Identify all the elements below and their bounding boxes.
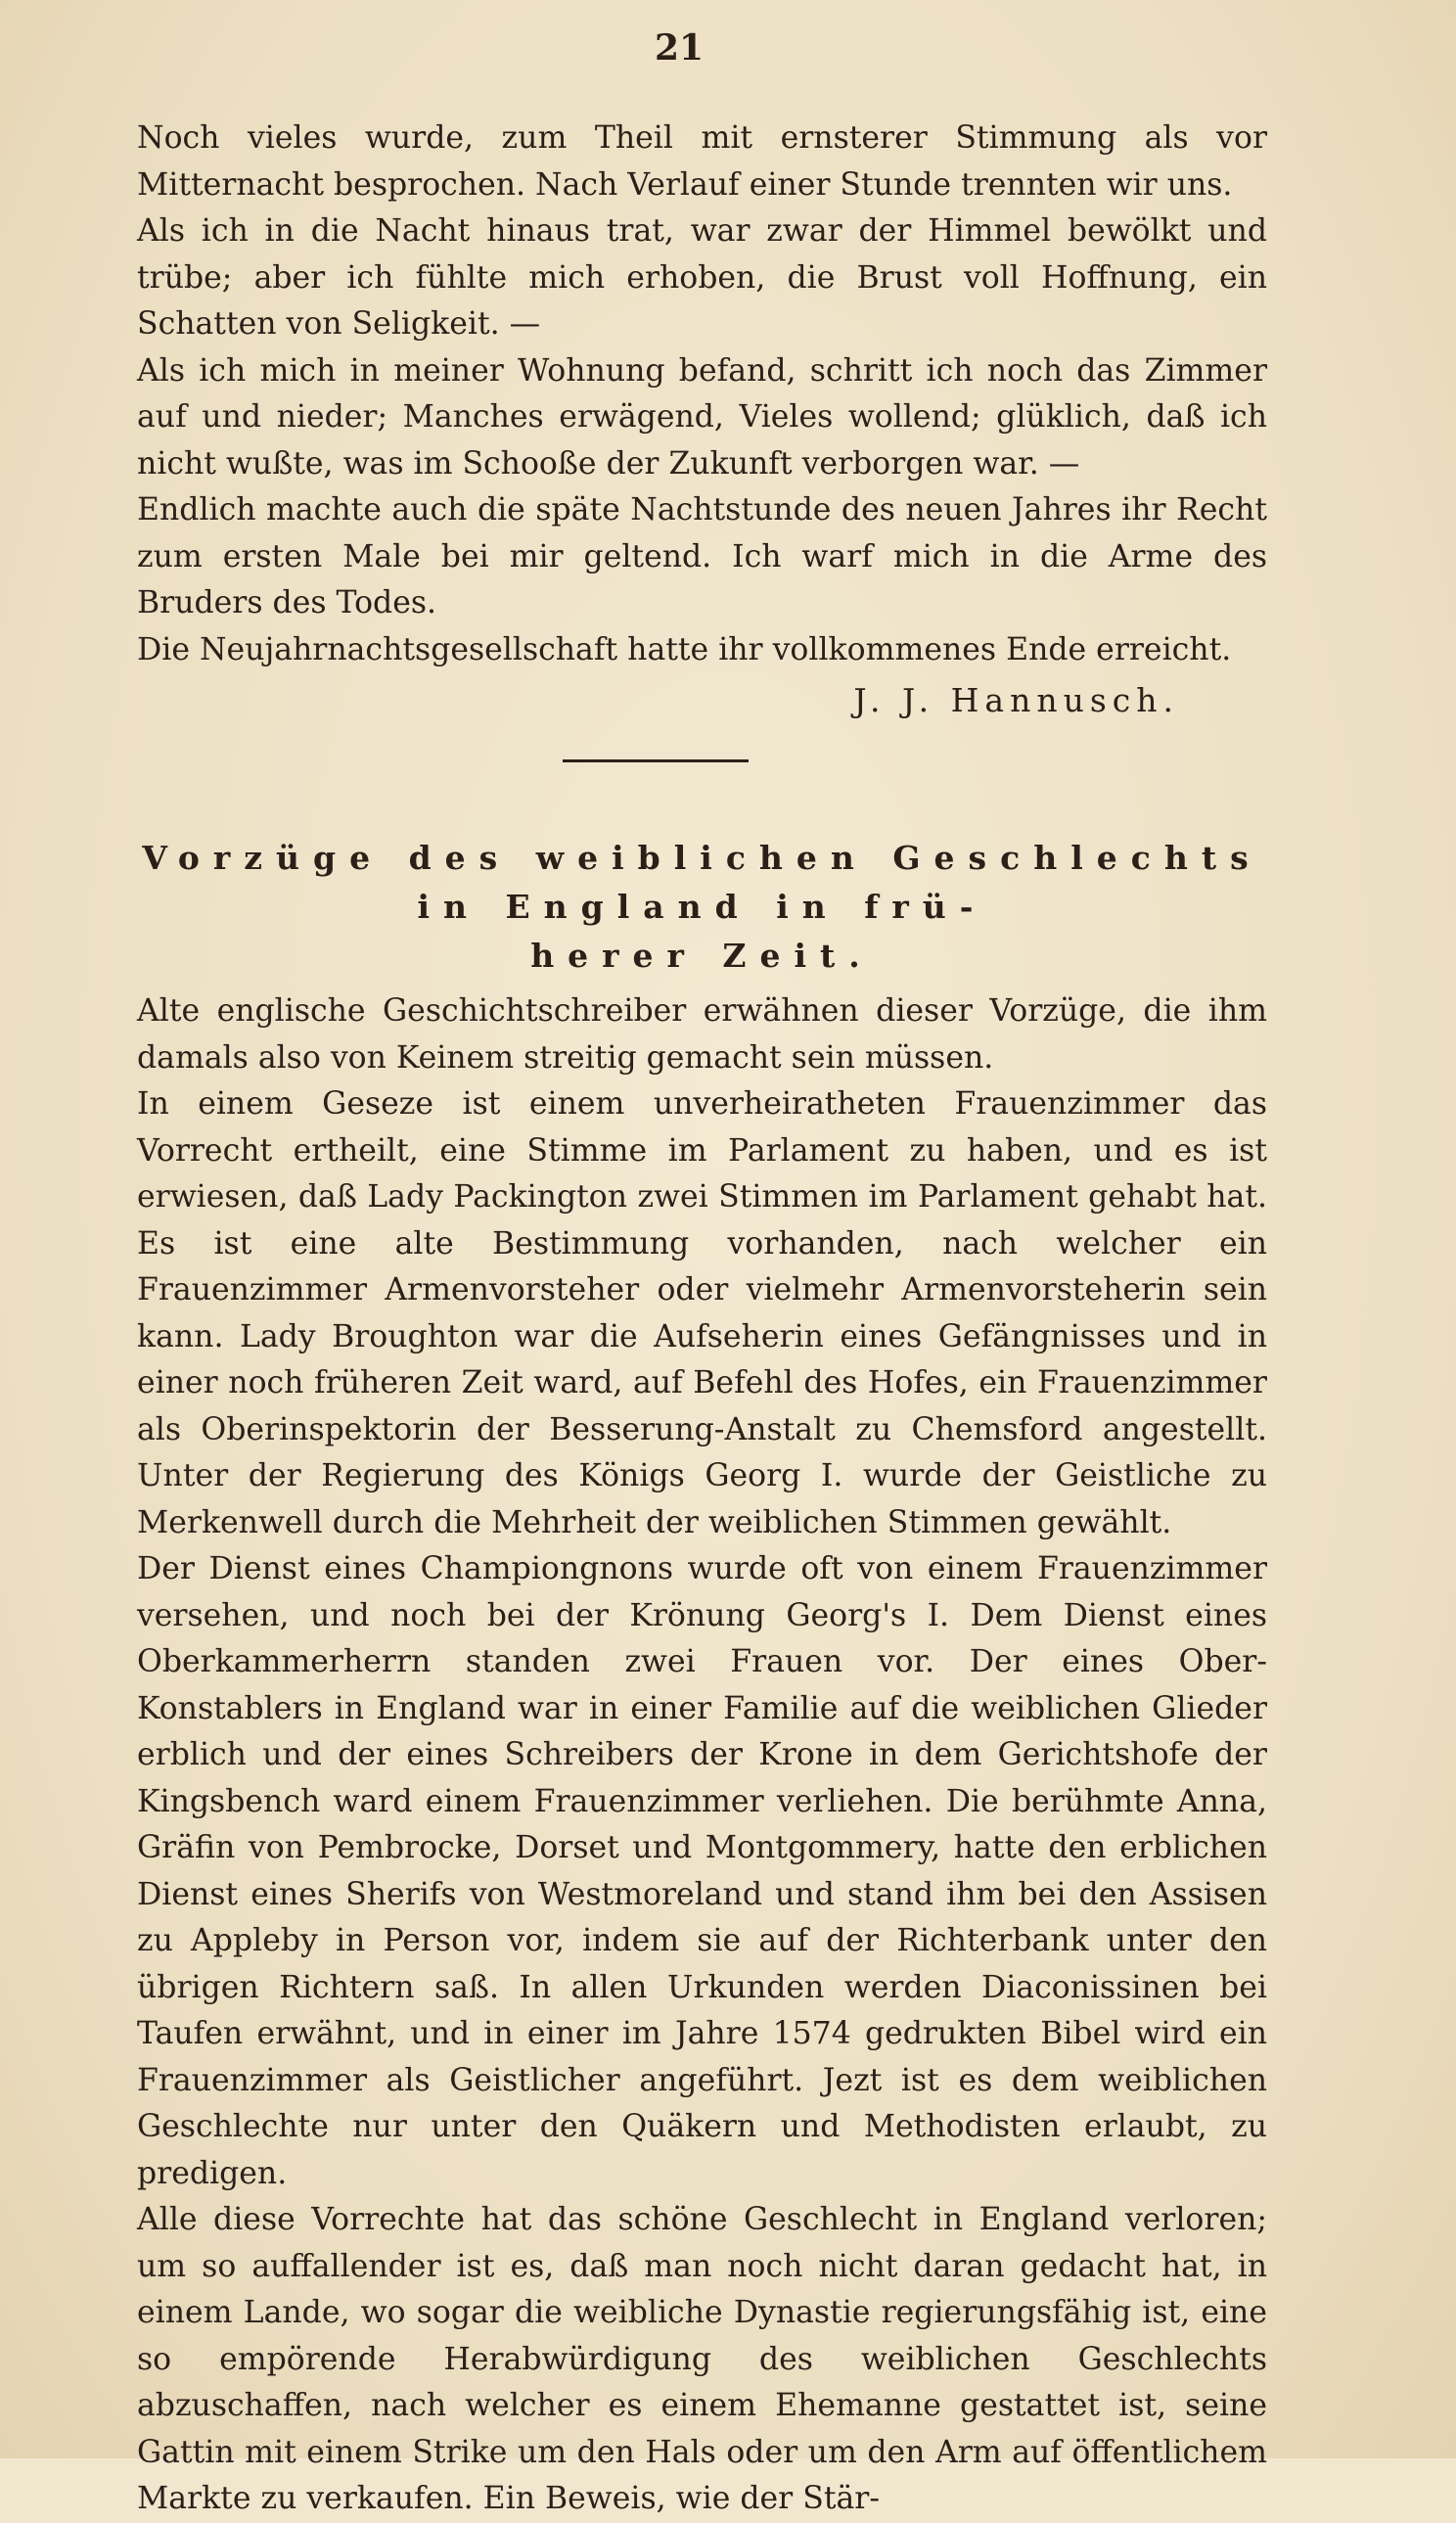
paragraph: Der Dienst eines Championgnons wurde oft von einem Frauenzimmer versehen, und noch bei der Krönung Georg's I. Dem Dienst eines Oberkammerherrn standen zwei Frauen vor. Der eines Ober-Konstablers in England war in einer Familie auf die weiblichen Glieder erblich und der eines Schreibers der Krone in dem Gerichtshofe der Kingsbench ward einem Frauenzimmer verliehen. Die berühmte Anna, Gräfin von Pembrocke, Dorset und Montgommery, hatte den erblichen Dienst eines Sherifs von Westmoreland und stand ihm bei den Assisen zu Appleby in Person vor, indem sie auf der Richterbank unter den übrigen Richtern saß. In allen Urkunden werden Diaconissinen bei Taufen erwähnt, und in einer im Jahre 1574 gedrukten Bibel wird ein Frauenzimmer als Geistlicher angeführt. Jezt ist es dem weiblichen Geschlechte nur unter den Quäkern und Methodisten erlaubt, zu predigen. — [137, 1551, 1267, 2191]
section-title-line-2: herer Zeit. — [530, 937, 874, 975]
author-signature: J. J. Hannusch. — [853, 681, 1179, 719]
paragraph: Die Neujahrnachtsgesellschaft hatte ihr vollkommenes Ende erreicht. — [137, 631, 1232, 667]
paragraph: In einem Geseze ist einem unverheiratheten Frauenzimmer das Vorrecht ertheilt, eine Stimme im Parlament zu haben, und es ist erwiesen, daß Lady Packington zwei Stimmen im Parlament gehabt hat. Es ist eine alte Bestimmung vorhanden, nach welcher ein Frauenzimmer Armenvorsteher oder vielmehr Armenvorsteherin sein kann. Lady Broughton war die Aufseherin eines Gefängnisses und in einer noch früheren Zeit ward, auf Befehl des Hofes, ein Frauenzimmer als Oberinspektorin der Besserung-Anstalt zu Chemsford angestellt. Unter der Regierung des Königs Georg I. wurde der Geistliche zu Merkenwell durch die Mehrheit der weiblichen Stimmen gewählt. — [137, 1086, 1267, 1540]
paragraph: Noch vieles wurde, zum Theil mit ernsterer Stimmung als vor Mitternacht besprochen. Nach Verlauf einer Stunde trennten wir uns. — [137, 120, 1267, 203]
section-vorzuege — [137, 834, 1267, 2523]
section-title-line-1: Vorzüge des weiblichen Geschlechts in England in frü- — [142, 839, 1262, 926]
paragraph: Als ich in die Nacht hinaus trat, war zwar der Himmel bewölkt und trübe; aber ich fühlte mich erhoben, die Brust voll Hoffnung, ein Schatten von Seligkeit. — — [137, 213, 1267, 342]
page-number: 21 — [654, 27, 705, 69]
section-divider — [563, 759, 749, 762]
paragraph: Als ich mich in meiner Wohnung befand, schritt ich noch das Zimmer auf und nieder; Manches erwägend, Vieles wollend; glüklich, daß ich nicht wußte, was im Schooße der Zukunft verborgen war. — — [137, 352, 1267, 482]
paragraph: Alle diese Vorrechte hat das schöne Geschlecht in England verloren; um so auffallender ist es, daß man noch nicht daran gedacht hat, in einem Lande, wo sogar die weibliche Dynastie regierungsfähig ist, eine so empörende Herabwürdigung des weiblichen Geschlechts abzuschaffen, nach welcher es einem Ehemanne gestattet ist, seine Gattin mit einem Strike um den Hals oder um den Arm auf öffentlichem Markte zu verkaufen. Ein Beweis, wie der Stär- — [137, 2202, 1267, 2516]
paragraph: Endlich machte auch die späte Nachtstunde des neuen Jahres ihr Recht zum ersten Male bei mir geltend. Ich warf mich in die Arme des Bruders des Todes. — [137, 492, 1267, 620]
section-neujahrnacht — [137, 115, 1267, 724]
paragraph: Alte englische Geschichtschreiber erwähnen dieser Vorzüge, die ihm damals also von Keinem streitig gemacht sein müssen. — [137, 993, 1267, 1076]
